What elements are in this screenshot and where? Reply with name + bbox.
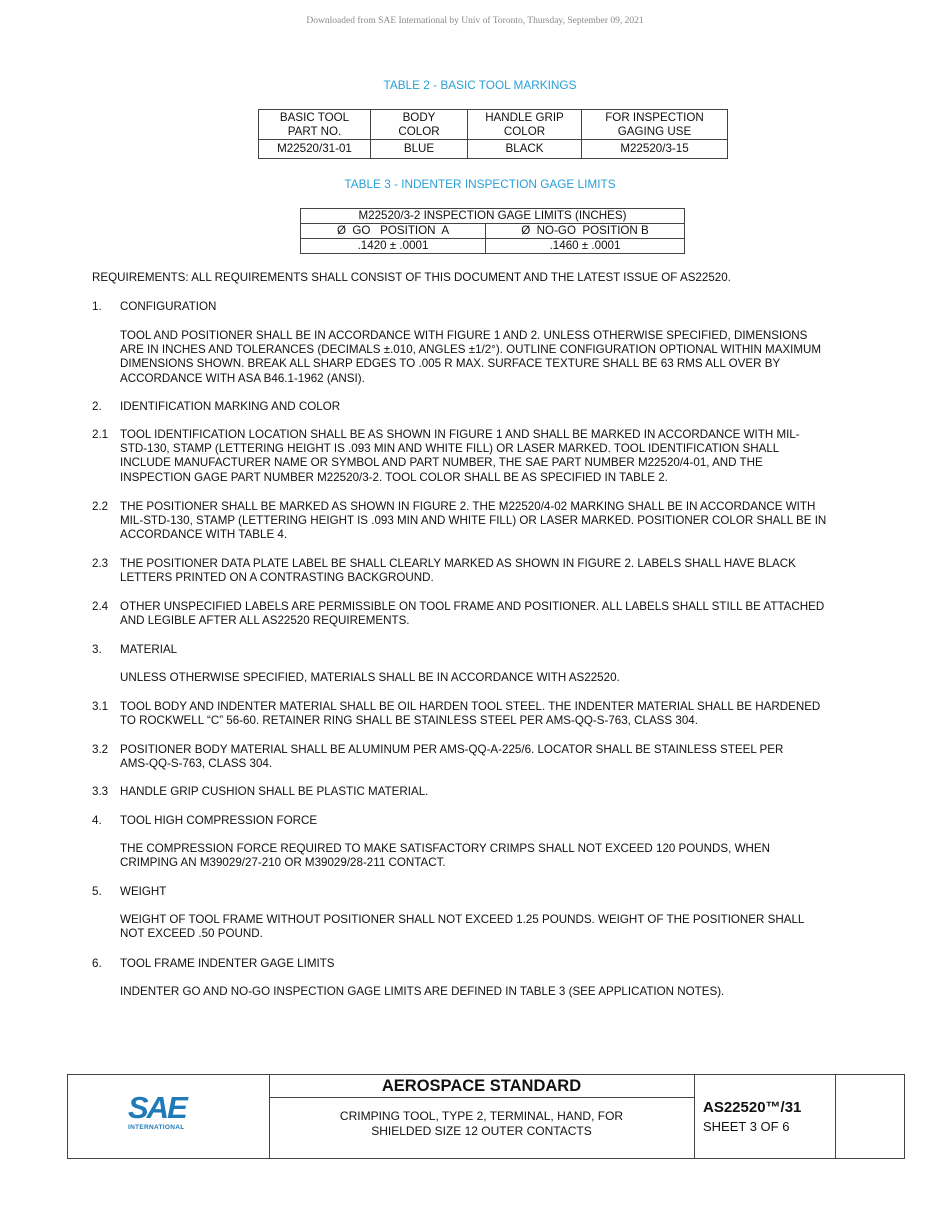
section-number: 1.: [92, 300, 102, 313]
table2-header-inspection: FOR INSPECTION GAGING USE: [582, 110, 728, 140]
section-heading-or-item: [120, 643, 890, 657]
table3-title: TABLE 3 - INDENTER INSPECTION GAGE LIMITS: [344, 177, 616, 191]
section-number: 2.: [92, 400, 102, 413]
table3-cell-go: .1420 ± .0001: [301, 239, 486, 254]
section-heading-or-item: [120, 557, 890, 585]
text-line: INDENTER GO AND NO-GO INSPECTION GAGE LIMITS ARE DEFINED IN TABLE 3 (SEE APPLICATION NOTES).: [120, 985, 725, 998]
section-number: 2.4: [92, 600, 109, 613]
text-line: AND LEGIBLE AFTER ALL AS22520 REQUIREMENTS.: [120, 614, 410, 628]
text-line: POSITIONER BODY MATERIAL SHALL BE ALUMINUM PER AMS-QQ-A-225/6. LOCATOR SHALL BE STAINLESS STEEL PER: [120, 743, 784, 756]
section-number: 2.1: [92, 428, 109, 441]
table3-caption: M22520/3-2 INSPECTION GAGE LIMITS (INCHES): [301, 209, 685, 224]
document-title: CRIMPING TOOL, TYPE 2, TERMINAL, HAND, FOR SHIELDED SIZE 12 OUTER CONTACTS: [339, 1109, 624, 1138]
section-heading-or-item: [120, 400, 890, 414]
table2-header-body-color: BODY COLOR: [371, 110, 468, 140]
table2-cell-inspection: M22520/3-15: [582, 140, 728, 159]
table2-cell-grip-color: BLACK: [468, 140, 582, 159]
text-line: TOOL FRAME INDENTER GAGE LIMITS: [120, 957, 335, 970]
table-row: [259, 140, 728, 159]
section-number: 3.3: [92, 785, 109, 798]
requirements-statement: REQUIREMENTS: ALL REQUIREMENTS SHALL CONSIST OF THIS DOCUMENT AND THE LATEST ISSUE OF AS22520.: [92, 271, 731, 284]
text-line: OTHER UNSPECIFIED LABELS ARE PERMISSIBLE ON TOOL FRAME AND POSITIONER. ALL LABELS SHALL STILL BE ATTACHED: [120, 600, 825, 613]
section-heading-or-item: [120, 743, 890, 771]
section-heading-or-item: [120, 500, 890, 543]
section-heading-or-item: [120, 700, 890, 728]
section-heading-or-item: [120, 885, 890, 899]
section-body-text: [120, 671, 890, 685]
text-line: UNLESS OTHERWISE SPECIFIED, MATERIALS SHALL BE IN ACCORDANCE WITH AS22520.: [120, 671, 620, 684]
section-heading-or-item: [120, 785, 890, 799]
sae-logo: SAE INTERNATIONAL: [128, 1090, 186, 1131]
text-line: MATERIAL: [120, 643, 178, 656]
sheet-number: SHEET 3 OF 6: [703, 1119, 790, 1134]
text-line: IDENTIFICATION MARKING AND COLOR: [120, 400, 341, 413]
section-number: 6.: [92, 957, 102, 970]
text-line: TOOL HIGH COMPRESSION FORCE: [120, 814, 318, 827]
text-line: ACCORDANCE WITH TABLE 4.: [120, 528, 288, 542]
title-block: [67, 1074, 905, 1159]
text-line: MIL-STD-130, STAMP (LETTERING HEIGHT IS .093 MIN AND WHITE FILL) OR LASER MARKED. POSITIONER COLOR SHALL BE IN: [120, 514, 827, 528]
text-line: THE POSITIONER SHALL BE MARKED AS SHOWN IN FIGURE 2. THE M22520/4-02 MARKING SHALL BE IN ACCORDANCE WITH: [120, 500, 816, 513]
document-number: AS22520™/31: [703, 1099, 802, 1116]
text-line: CONFIGURATION: [120, 300, 217, 313]
section-body-text: [120, 985, 890, 999]
table3-cell-nogo: .1460 ± .0001: [486, 239, 685, 254]
text-line: AMS-QQ-S-763, CLASS 304.: [120, 757, 273, 771]
section-heading-or-item: [120, 814, 890, 828]
section-number: 3.2: [92, 743, 109, 756]
text-line: CRIMPING AN M39029/27-210 OR M39029/28-211 CONTACT.: [120, 856, 446, 870]
text-line: WEIGHT OF TOOL FRAME WITHOUT POSITIONER SHALL NOT EXCEED 1.25 POUNDS. WEIGHT OF THE POSITIONER SHALL: [120, 913, 805, 926]
section-body-text: [120, 329, 890, 386]
table-row: [301, 239, 685, 254]
table2-header-part-no: BASIC TOOL PART NO.: [259, 110, 371, 140]
text-line: TOOL IDENTIFICATION LOCATION SHALL BE AS SHOWN IN FIGURE 1 AND SHALL BE MARKED IN ACCORDANCE WITH MIL-: [120, 428, 800, 441]
section-number: 4.: [92, 814, 102, 827]
section-number: 5.: [92, 885, 102, 898]
text-line: HANDLE GRIP CUSHION SHALL BE PLASTIC MATERIAL.: [120, 785, 429, 798]
table2-cell-part-no: M22520/31-01: [259, 140, 371, 159]
text-line: TOOL BODY AND INDENTER MATERIAL SHALL BE OIL HARDEN TOOL STEEL. THE INDENTER MATERIAL SHALL BE HARDENED: [120, 700, 821, 713]
text-line: STD-130, STAMP (LETTERING HEIGHT IS .093 MIN AND WHITE FILL) OR LASER MARKED. TOOL IDENTIFICATION SHALL: [120, 442, 780, 456]
table3: [300, 208, 685, 254]
text-line: THE COMPRESSION FORCE REQUIRED TO MAKE SATISFACTORY CRIMPS SHALL NOT EXCEED 120 POUNDS, WHEN: [120, 842, 771, 855]
table3-header-nogo: Ø NO-GO POSITION B: [486, 224, 685, 239]
section-number: 2.3: [92, 557, 109, 570]
text-line: LETTERS PRINTED ON A CONTRASTING BACKGROUND.: [120, 571, 434, 585]
download-note: Downloaded from SAE International by Univ of Toronto, Thursday, September 09, 2021: [306, 16, 644, 26]
table2-cell-body-color: BLUE: [371, 140, 468, 159]
text-line: THE POSITIONER DATA PLATE LABEL BE SHALL CLEARLY MARKED AS SHOWN IN FIGURE 2. LABELS SHALL HAVE BLACK: [120, 557, 796, 570]
text-line: TOOL AND POSITIONER SHALL BE IN ACCORDANCE WITH FIGURE 1 AND 2. UNLESS OTHERWISE SPECIFIED, DIMENSIONS: [120, 329, 808, 342]
section-number: 3.: [92, 643, 102, 656]
text-line: INCLUDE MANUFACTURER NAME OR SYMBOL AND PART NUMBER, THE SAE PART NUMBER M22520/4-01, AND THE: [120, 456, 763, 470]
section-body-text: [120, 842, 890, 870]
text-line: ARE IN INCHES AND TOLERANCES (DECIMALS ±.010, ANGLES ±1/2°). OUTLINE CONFIGURATION OPTIONAL WITHIN MAXIMUM: [120, 343, 822, 357]
section-heading-or-item: [120, 300, 890, 314]
text-line: WEIGHT: [120, 885, 167, 898]
text-line: NOT EXCEED .50 POUND.: [120, 927, 263, 941]
text-line: TO ROCKWELL “C” 56-60. RETAINER RING SHALL BE STAINLESS STEEL PER AMS-QQ-S-763, CLASS 304.: [120, 714, 698, 728]
text-line: INSPECTION GAGE PART NUMBER M22520/3-2. TOOL COLOR SHALL BE AS SPECIFIED IN TABLE 2.: [120, 470, 668, 484]
table2-header-grip-color: HANDLE GRIP COLOR: [468, 110, 582, 140]
section-number: 3.1: [92, 700, 109, 713]
section-body-text: [120, 913, 890, 941]
standard-heading: AEROSPACE STANDARD: [381, 1077, 582, 1095]
section-heading-or-item: [120, 957, 890, 971]
section-heading-or-item: [120, 428, 890, 485]
text-line: DIMENSIONS SHOWN. BREAK ALL SHARP EDGES TO .005 R MAX. SURFACE TEXTURE SHALL BE 63 RMS ALL OVER BY: [120, 357, 781, 371]
table2-title: TABLE 2 - BASIC TOOL MARKINGS: [383, 78, 577, 92]
section-heading-or-item: [120, 600, 890, 628]
text-line: ACCORDANCE WITH ASA B46.1-1962 (ANSI).: [120, 371, 365, 385]
table2: [258, 109, 728, 159]
section-number: 2.2: [92, 500, 109, 513]
table3-header-go: Ø GO POSITION A: [301, 224, 486, 239]
